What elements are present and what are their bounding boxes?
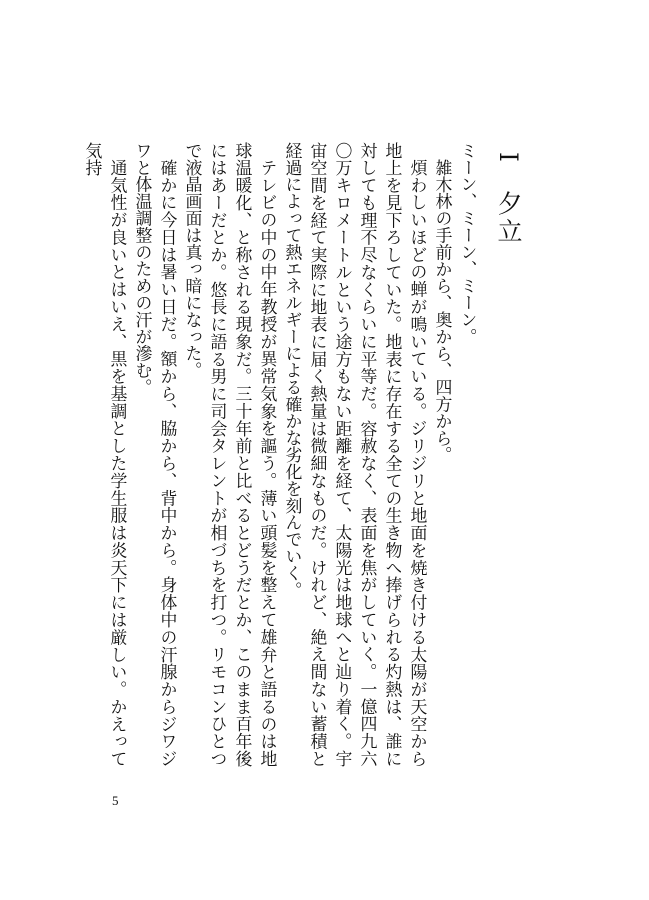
chapter-title: 夕立 [494,190,523,246]
paragraph: テレビの中の中年教授が異常気象を謳う。薄い頭髪を整えて雄弁と語るのは地球温暖化、と称される現象だ。三十年前と比べるとどうだとか、このまま百年後にはあーだとか。悠長に語る男に司会タレントが相づちを打つ。リモコンひとつで液晶画面は真っ暗になった。 [183,142,278,767]
paragraph: 確かに今日は暑い日だ。額から、脇から、背中から。身体中の汗腺からジワジワと体温調整のための汗が滲む。 [133,142,178,767]
page-number: 5 [112,793,119,808]
paragraph: ミーン、ミーン、ミーン。 [458,142,478,345]
chapter-number: I [494,152,523,165]
paragraph: 通気性が良いとはいえ、黒を基調とした学生服は炎天下には厳しい。かえって気持 [83,142,128,767]
paragraph: 雑木林の手前から、奥から、四方から。 [433,158,453,464]
chapter-heading [488,152,528,245]
body-text [80,142,480,767]
paragraph: 煩わしいほどの蝉が鳴いている。ジリジリと地面を焼き付ける太陽が天空から地上を見下ろしていた。地表に存在する全ての生き物へ捧げられる灼熱は、誰に対しても理不尽なくらいに平等だ。容赦なく、表面を焦がしていく。一億四九六〇万キロメートルという途方もない距離を経て、太陽光は地球へと辿り着く。宇宙空間を経て実際に地表に届く熱量は微細なものだ。けれど、絶え間ない蓄積と経過によって熱エネルギーによる確かな劣化を刻んでいく。 [283,142,428,767]
